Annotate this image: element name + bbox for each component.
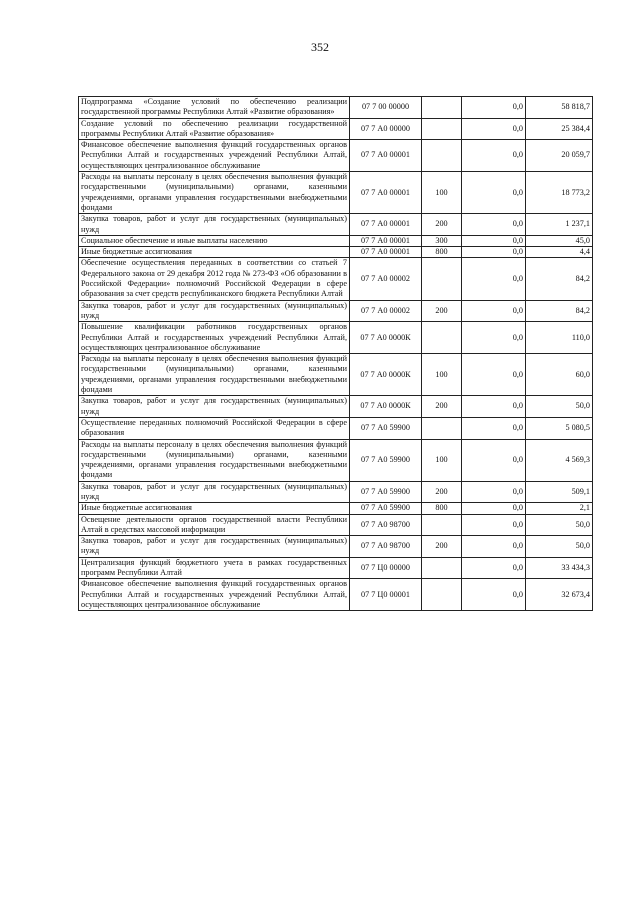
table-row [79, 247, 593, 258]
amount-1-cell: 0,0 [462, 503, 526, 514]
target-article-code-cell: 07 7 А0 00001 [350, 140, 422, 172]
table-row [79, 97, 593, 119]
expense-type-cell: 200 [422, 396, 462, 418]
expense-type-cell [422, 557, 462, 579]
expense-type-cell [422, 417, 462, 439]
budget-table-body [79, 97, 593, 611]
amount-1-cell: 0,0 [462, 439, 526, 481]
amount-2-cell: 4 569,3 [526, 439, 593, 481]
amount-1-cell: 0,0 [462, 557, 526, 579]
expense-type-cell [422, 514, 462, 536]
target-article-code-cell: 07 7 А0 0000К [350, 322, 422, 354]
amount-1-cell: 0,0 [462, 322, 526, 354]
amount-2-cell: 1 237,1 [526, 214, 593, 236]
table-row [79, 536, 593, 558]
amount-1-cell: 0,0 [462, 140, 526, 172]
amount-1-cell: 0,0 [462, 258, 526, 300]
expense-type-cell [422, 579, 462, 611]
row-name-cell: Подпрограмма «Создание условий по обеспечению реализации государственной программы Республики Алтай «Развитие образования» [79, 97, 350, 119]
table-row [79, 439, 593, 481]
amount-1-cell: 0,0 [462, 172, 526, 214]
row-name-cell: Закупка товаров, работ и услуг для государственных (муниципальных) нужд [79, 396, 350, 418]
expense-type-cell [422, 258, 462, 300]
amount-2-cell: 58 818,7 [526, 97, 593, 119]
amount-2-cell: 84,2 [526, 258, 593, 300]
row-name-cell: Социальное обеспечение и иные выплаты населению [79, 235, 350, 246]
row-name-cell: Создание условий по обеспечению реализации государственной программы Республики Алтай «Развитие образования» [79, 118, 350, 140]
amount-1-cell: 0,0 [462, 536, 526, 558]
row-name-cell: Закупка товаров, работ и услуг для государственных (муниципальных) нужд [79, 536, 350, 558]
amount-1-cell: 0,0 [462, 247, 526, 258]
expense-type-cell: 800 [422, 247, 462, 258]
target-article-code-cell: 07 7 Ц0 00001 [350, 579, 422, 611]
row-name-cell: Расходы на выплаты персоналу в целях обеспечения выполнения функций государственными (муниципальными) органами, казенными учреждениями, органами управления государственными внебюджетными фондами [79, 172, 350, 214]
target-article-code-cell: 07 7 А0 0000К [350, 354, 422, 396]
expense-type-cell: 100 [422, 172, 462, 214]
table-row [79, 140, 593, 172]
table-row [79, 579, 593, 611]
target-article-code-cell: 07 7 А0 98700 [350, 536, 422, 558]
expense-type-cell: 200 [422, 481, 462, 503]
amount-2-cell: 33 434,3 [526, 557, 593, 579]
amount-1-cell: 0,0 [462, 354, 526, 396]
amount-2-cell: 32 673,4 [526, 579, 593, 611]
expense-type-cell: 200 [422, 214, 462, 236]
target-article-code-cell: 07 7 А0 59900 [350, 481, 422, 503]
row-name-cell: Закупка товаров, работ и услуг для государственных (муниципальных) нужд [79, 481, 350, 503]
target-article-code-cell: 07 7 А0 59900 [350, 417, 422, 439]
expense-type-cell: 300 [422, 235, 462, 246]
amount-1-cell: 0,0 [462, 396, 526, 418]
table-row [79, 396, 593, 418]
table-row [79, 557, 593, 579]
table-row [79, 503, 593, 514]
expense-type-cell [422, 140, 462, 172]
amount-1-cell: 0,0 [462, 481, 526, 503]
table-row [79, 417, 593, 439]
target-article-code-cell: 07 7 А0 59900 [350, 439, 422, 481]
row-name-cell: Централизация функций бюджетного учета в рамках государственных программ Республики Алтай [79, 557, 350, 579]
table-row [79, 172, 593, 214]
target-article-code-cell: 07 7 А0 0000К [350, 396, 422, 418]
table-row [79, 514, 593, 536]
amount-1-cell: 0,0 [462, 214, 526, 236]
expense-type-cell: 100 [422, 439, 462, 481]
target-article-code-cell: 07 7 А0 00001 [350, 172, 422, 214]
table-row [79, 235, 593, 246]
amount-1-cell: 0,0 [462, 514, 526, 536]
target-article-code-cell: 07 7 00 00000 [350, 97, 422, 119]
amount-2-cell: 25 384,4 [526, 118, 593, 140]
row-name-cell: Освещение деятельности органов государственной власти Республики Алтай в средствах массовой информации [79, 514, 350, 536]
target-article-code-cell: 07 7 А0 00001 [350, 214, 422, 236]
expense-type-cell [422, 322, 462, 354]
expense-type-cell [422, 118, 462, 140]
amount-2-cell: 84,2 [526, 300, 593, 322]
row-name-cell: Иные бюджетные ассигнования [79, 503, 350, 514]
amount-1-cell: 0,0 [462, 417, 526, 439]
row-name-cell: Осуществление переданных полномочий Российской Федерации в сфере образования [79, 417, 350, 439]
amount-1-cell: 0,0 [462, 579, 526, 611]
target-article-code-cell: 07 7 А0 00001 [350, 247, 422, 258]
table-row [79, 258, 593, 300]
amount-2-cell: 4,4 [526, 247, 593, 258]
target-article-code-cell: 07 7 А0 00002 [350, 300, 422, 322]
amount-2-cell: 18 773,2 [526, 172, 593, 214]
amount-1-cell: 0,0 [462, 300, 526, 322]
row-name-cell: Расходы на выплаты персоналу в целях обеспечения выполнения функций государственными (муниципальными) органами, казенными учреждениями, органами управления государственными внебюджетными фондами [79, 439, 350, 481]
target-article-code-cell: 07 7 А0 00000 [350, 118, 422, 140]
target-article-code-cell: 07 7 А0 00002 [350, 258, 422, 300]
row-name-cell: Иные бюджетные ассигнования [79, 247, 350, 258]
expense-type-cell [422, 97, 462, 119]
expense-type-cell: 100 [422, 354, 462, 396]
row-name-cell: Расходы на выплаты персоналу в целях обеспечения выполнения функций государственными (муниципальными) органами, казенными учреждениями, органами управления государственными внебюджетными фондами [79, 354, 350, 396]
expense-type-cell: 200 [422, 536, 462, 558]
budget-table [78, 96, 593, 611]
row-name-cell: Повышение квалификации работников государственных органов Республики Алтай и государственных учреждений Республики Алтай, осуществляющих централизованное обслуживание [79, 322, 350, 354]
expense-type-cell: 200 [422, 300, 462, 322]
target-article-code-cell: 07 7 А0 98700 [350, 514, 422, 536]
row-name-cell: Закупка товаров, работ и услуг для государственных (муниципальных) нужд [79, 300, 350, 322]
amount-1-cell: 0,0 [462, 235, 526, 246]
table-row [79, 481, 593, 503]
table-row [79, 322, 593, 354]
table-row [79, 300, 593, 322]
row-name-cell: Обеспечение осуществления переданных в соответствии со статьей 7 Федерального закона от 29 декабря 2012 года № 273-ФЗ «Об образовании в Российской Федерации» полномочий Российской Федерации в сфере образования за счет средств республиканского бюджета Республики Алтай [79, 258, 350, 300]
amount-2-cell: 5 080,5 [526, 417, 593, 439]
amount-1-cell: 0,0 [462, 118, 526, 140]
target-article-code-cell: 07 7 А0 00001 [350, 235, 422, 246]
row-name-cell: Закупка товаров, работ и услуг для государственных (муниципальных) нужд [79, 214, 350, 236]
row-name-cell: Финансовое обеспечение выполнения функций государственных органов Республики Алтай и государственных учреждений Республики Алтай, осуществляющих централизованное обслуживание [79, 579, 350, 611]
amount-2-cell: 50,0 [526, 536, 593, 558]
amount-2-cell: 2,1 [526, 503, 593, 514]
amount-2-cell: 50,0 [526, 514, 593, 536]
amount-2-cell: 60,0 [526, 354, 593, 396]
amount-2-cell: 45,0 [526, 235, 593, 246]
row-name-cell: Финансовое обеспечение выполнения функций государственных органов Республики Алтай и государственных учреждений Республики Алтай, осуществляющих централизованное обслуживание [79, 140, 350, 172]
target-article-code-cell: 07 7 Ц0 00000 [350, 557, 422, 579]
table-row [79, 118, 593, 140]
page-number: 352 [311, 40, 329, 54]
target-article-code-cell: 07 7 А0 59900 [350, 503, 422, 514]
amount-1-cell: 0,0 [462, 97, 526, 119]
amount-2-cell: 509,1 [526, 481, 593, 503]
table-row [79, 354, 593, 396]
table-row [79, 214, 593, 236]
amount-2-cell: 50,0 [526, 396, 593, 418]
amount-2-cell: 20 059,7 [526, 140, 593, 172]
amount-2-cell: 110,0 [526, 322, 593, 354]
expense-type-cell: 800 [422, 503, 462, 514]
